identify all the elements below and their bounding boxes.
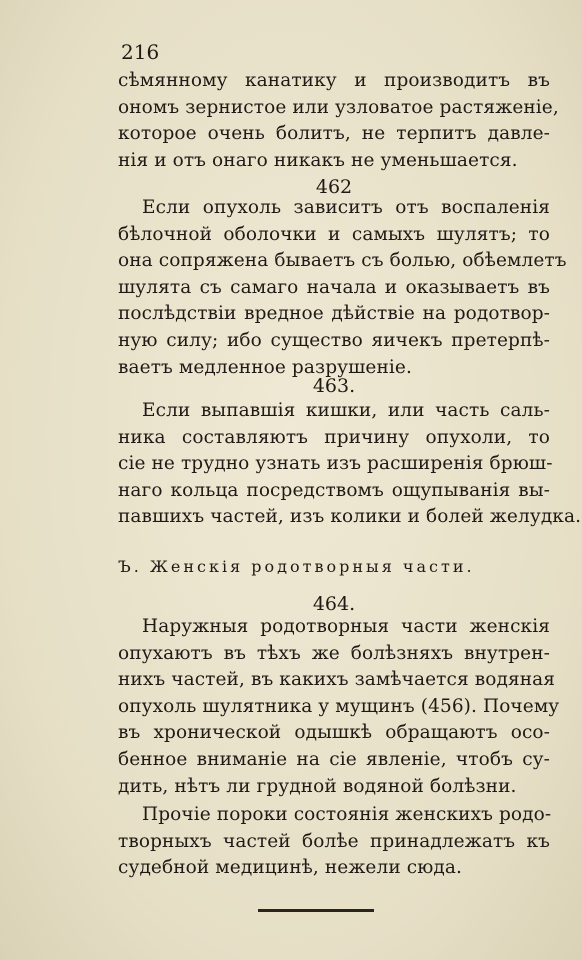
text-line: шулята съ самаго начала и оказываетъ въ	[118, 276, 550, 298]
end-rule	[258, 909, 374, 912]
text-line: Наружныя родотворныя части женскія	[142, 616, 550, 637]
text-line: Если опухоль зависитъ отъ воспаленія	[142, 197, 550, 218]
paragraph-462	[118, 195, 567, 381]
text-line: дить, нѣтъ ли грудной водяной болѣзни.	[118, 775, 517, 797]
text-line: опухоль шулятника у мущинъ (456). Почему	[118, 695, 560, 717]
paragraph-continuation	[118, 68, 559, 174]
text-line: Прочіе пороки состоянія женскихъ родо-	[142, 804, 552, 825]
section-number-463: 463.	[312, 375, 356, 397]
text-line: въ хронической одышкѣ обращаютъ осо-	[118, 722, 550, 744]
paragraph-464a	[118, 614, 560, 800]
text-line: она сопряжена бываетъ съ болью, обѣемлетъ	[118, 250, 567, 272]
text-line: сіе не трудно узнать изъ расширенія брюш-	[118, 453, 553, 475]
page-number: 216	[121, 40, 160, 64]
text-line: Если выпавшія кишки, или часть саль-	[142, 400, 550, 421]
section-number-464: 464.	[312, 593, 356, 615]
text-line: творныхъ частей болѣе принадлежатъ къ	[118, 830, 550, 852]
paragraph-463	[118, 398, 582, 531]
text-line: которое очень болитъ, не терпитъ давле-	[118, 123, 550, 145]
paragraph-464b	[118, 802, 550, 882]
text-line: судебной медицинѣ, нежели сюда.	[118, 857, 463, 879]
text-line: бѣлочной оболочки и самыхъ шулятъ; то	[118, 223, 550, 245]
text-line: ваетъ медленное разрушеніе.	[118, 356, 412, 378]
text-line: сѣмянному канатику и производитъ въ	[118, 70, 550, 91]
section-number-462: 462	[315, 176, 353, 198]
text-line: ника составляютъ причину опухоли, то	[118, 426, 550, 448]
text-line: послѣдствіи вредное дѣйствіе на родотвор-	[118, 303, 550, 325]
text-line: нихъ частей, въ какихъ замѣчается водяная	[118, 669, 556, 691]
text-line: нія и отъ онаго никакъ не уменьшается.	[118, 149, 518, 171]
text-line: павшихъ частей, изъ колики и болей желудка.	[118, 506, 582, 528]
text-line: наго кольца посредствомъ ощупыванія вы-	[118, 479, 550, 501]
text-line: ную силу; ибо существо яичекъ претерпѣ-	[118, 329, 550, 351]
text-line: бенное вниманіе на сіе явленіе, чтобъ су-	[118, 748, 550, 770]
text-line: ономъ зернистое или узловатое растяженіе,	[118, 96, 559, 118]
text-line: опухаютъ въ тѣхъ же болѣзняхъ внутрен-	[118, 642, 550, 664]
section-subheading: Ъ. Женскія родотворныя части.	[118, 557, 475, 576]
